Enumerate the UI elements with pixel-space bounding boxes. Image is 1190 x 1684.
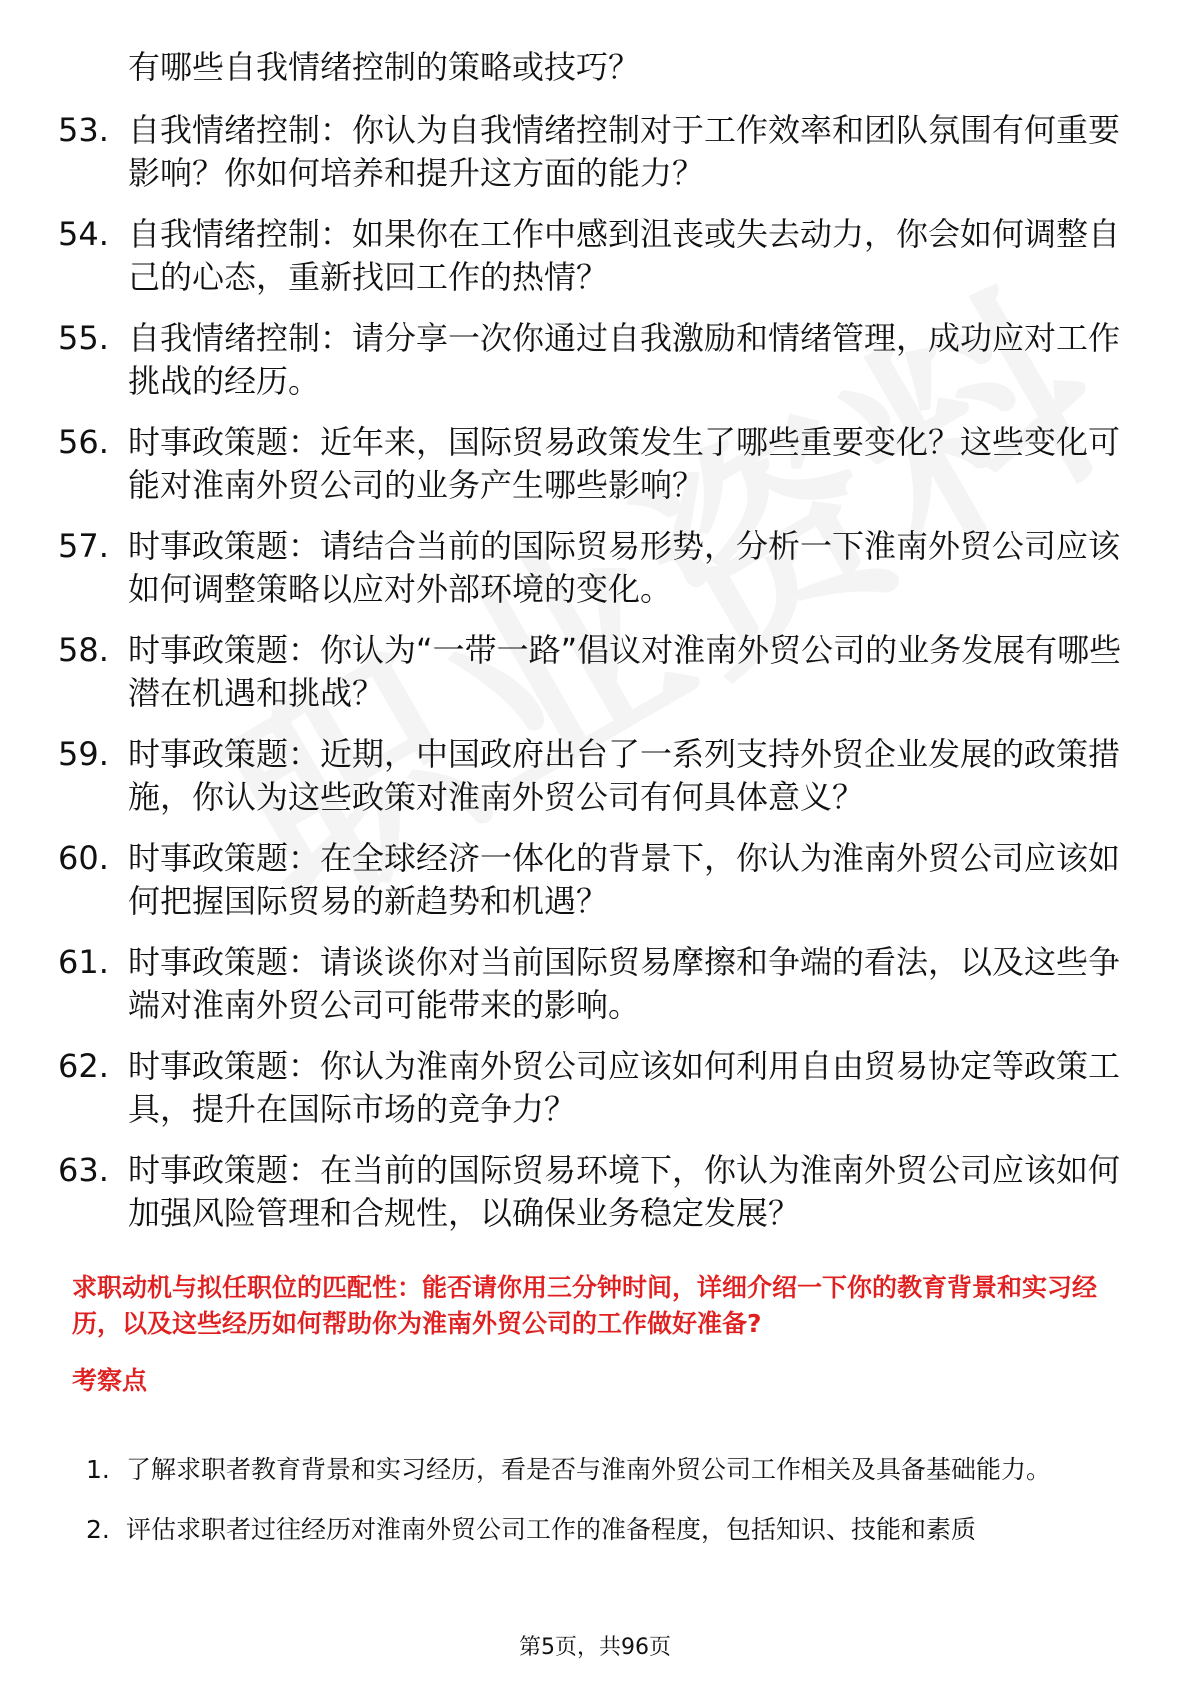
question-text: 有哪些自我情绪控制的策略或技巧？ — [128, 48, 641, 86]
question-item — [58, 629, 1133, 715]
question-item — [58, 837, 1133, 923]
assessment-point — [86, 1440, 1136, 1500]
question-item — [58, 421, 1133, 507]
question-text: 时事政策题：你认为淮南外贸公司应该如何利用自由贸易协定等政策工具，提升在国际市场的竞争力？ — [128, 1047, 1121, 1128]
point-number: 1. — [86, 1455, 110, 1484]
question-text: 时事政策题：请结合当前的国际贸易形势，分析一下淮南外贸公司应该如何调整策略以应对外部环境的变化。 — [128, 527, 1121, 608]
question-number: 56. — [58, 423, 109, 461]
question-number: 57. — [58, 527, 109, 565]
question-text: 时事政策题：在当前的国际贸易环境下，你认为淮南外贸公司应该如何加强风险管理和合规性，以确保业务稳定发展？ — [128, 1151, 1121, 1232]
question-item — [58, 1149, 1133, 1235]
question-text: 自我情绪控制：请分享一次你通过自我激励和情绪管理，成功应对工作挑战的经历。 — [128, 319, 1121, 400]
question-number: 60. — [58, 839, 109, 877]
question-number: 54. — [58, 215, 109, 253]
question-item — [58, 1045, 1133, 1131]
point-text: 评估求职者过往经历对淮南外贸公司工作的准备程度，包括知识、技能和素质 — [126, 1515, 977, 1544]
section-subtitle: 考察点 — [72, 1366, 148, 1395]
question-item — [58, 941, 1133, 1027]
question-text: 时事政策题：近年来，国际贸易政策发生了哪些重要变化？这些变化可能对淮南外贸公司的业务产生哪些影响？ — [128, 423, 1121, 504]
question-list — [58, 46, 1133, 1253]
section-title: 求职动机与拟任职位的匹配性：能否请你用三分钟时间，详细介绍一下你的教育背景和实习经历，以及这些经历如何帮助你为淮南外贸公司的工作做好准备? — [72, 1273, 1098, 1338]
question-text: 时事政策题：在全球经济一体化的背景下，你认为淮南外贸公司应该如何把握国际贸易的新趋势和机遇？ — [128, 839, 1121, 920]
assessment-point — [86, 1500, 1136, 1560]
point-text: 了解求职者教育背景和实习经历，看是否与淮南外贸公司工作相关及具备基础能力。 — [126, 1455, 1052, 1484]
question-text: 自我情绪控制：如果你在工作中感到沮丧或失去动力，你会如何调整自己的心态，重新找回工作的热情？ — [128, 215, 1121, 296]
question-text: 时事政策题：近期，中国政府出台了一系列支持外贸企业发展的政策措施，你认为这些政策对淮南外贸公司有何具体意义？ — [128, 735, 1121, 816]
question-number: 53. — [58, 111, 109, 149]
page-footer: 第5页，共96页 — [519, 1635, 671, 1660]
question-text: 时事政策题：请谈谈你对当前国际贸易摩擦和争端的看法，以及这些争端对淮南外贸公司可能带来的影响。 — [128, 943, 1121, 1024]
question-number: 62. — [58, 1047, 109, 1085]
question-number: 63. — [58, 1151, 109, 1189]
question-number: 55. — [58, 319, 109, 357]
question-number: 58. — [58, 631, 109, 669]
point-number: 2. — [86, 1515, 110, 1544]
question-number: 61. — [58, 943, 109, 981]
question-text: 自我情绪控制：你认为自我情绪控制对于工作效率和团队氛围有何重要影响？你如何培养和提升这方面的能力？ — [128, 111, 1121, 192]
assessment-points-list — [86, 1440, 1136, 1560]
question-item — [58, 733, 1133, 819]
question-item — [58, 317, 1133, 403]
question-item — [58, 213, 1133, 299]
question-number: 59. — [58, 735, 109, 773]
question-text: 时事政策题：你认为“一带一路”倡议对淮南外贸公司的业务发展有哪些潜在机遇和挑战？ — [128, 631, 1122, 712]
question-item — [58, 109, 1133, 195]
question-item — [58, 46, 1133, 89]
question-item — [58, 525, 1133, 611]
